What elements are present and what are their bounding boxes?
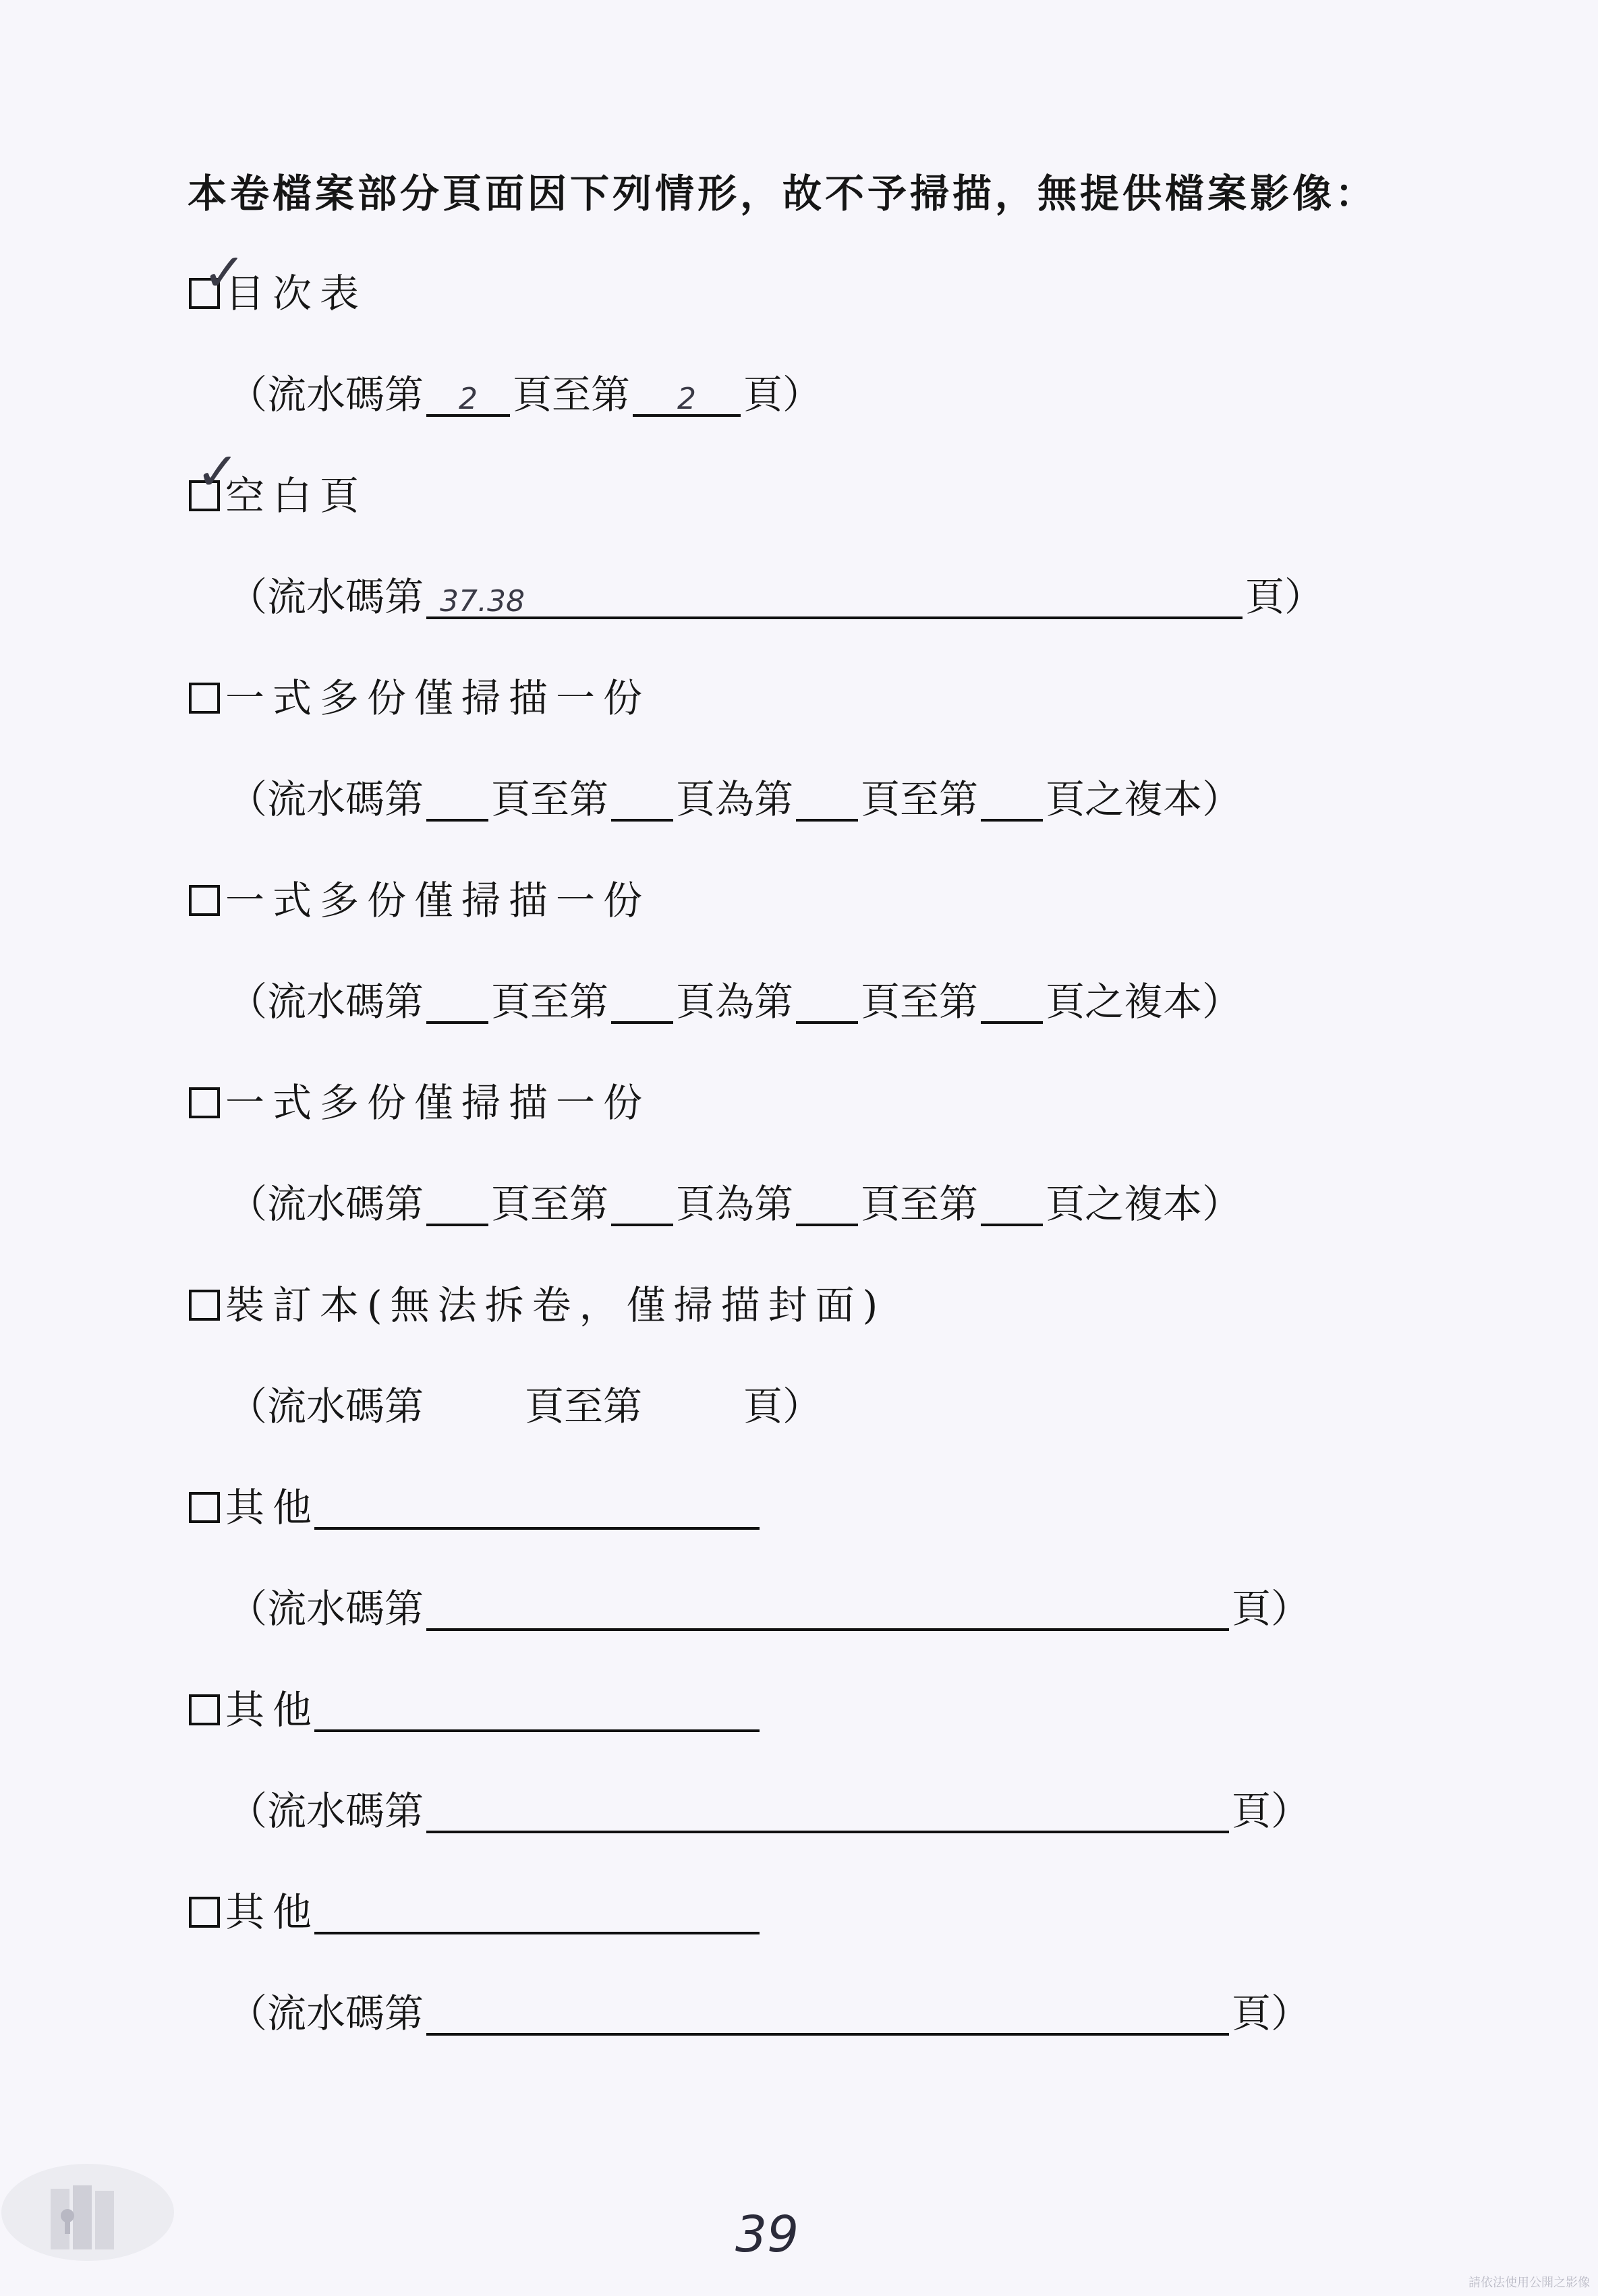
item-detail-other-3 (228, 1986, 1310, 2040)
field-blank[interactable] (981, 777, 1043, 822)
field-pages[interactable] (426, 1586, 1229, 1631)
detail-text: 頁） (1232, 1788, 1311, 1834)
field-blank[interactable] (796, 777, 858, 822)
archive-logo-icon (0, 2158, 175, 2266)
field-other-reason[interactable] (314, 1485, 760, 1530)
detail-text: 頁之複本） (1046, 776, 1242, 822)
detail-text: （流水碼第 (228, 979, 424, 1025)
detail-text: 頁為第 (676, 776, 794, 822)
detail-text: 頁） (1232, 1586, 1311, 1632)
item-detail-duplicate-1 (228, 772, 1241, 826)
field-pages[interactable] (426, 1991, 1229, 2036)
checkbox-duplicate-3[interactable] (189, 1087, 220, 1118)
field-blank[interactable] (426, 777, 488, 822)
checkmark-icon: ✓ (202, 243, 247, 304)
detail-text: 頁之複本） (1046, 1181, 1242, 1227)
checkbox-duplicate-2[interactable] (189, 885, 220, 916)
item-other-2 (189, 1683, 762, 1737)
watermark-text: 請依法使用公開之影像 (1468, 2276, 1590, 2290)
detail-text: （流水碼第 (228, 1788, 424, 1834)
page-title: 本卷檔案部分頁面因下列情形，故不予掃描，無提供檔案影像： (188, 171, 1378, 217)
field-from-page[interactable] (426, 372, 510, 417)
checkbox-bound-volume[interactable] (189, 1290, 220, 1321)
field-blank[interactable] (611, 979, 673, 1024)
checkbox-other-1[interactable] (189, 1492, 220, 1523)
detail-text: 頁之複本） (1046, 979, 1242, 1025)
field-blank[interactable] (796, 1182, 858, 1226)
item-bound-volume (189, 1278, 886, 1332)
detail-text: 頁至第 (525, 1383, 643, 1429)
item-detail-toc (228, 368, 822, 422)
field-blank[interactable] (981, 979, 1043, 1024)
detail-text: 頁） (1232, 1990, 1311, 2036)
handwritten-value: 2 (677, 382, 697, 416)
item-label: 一式多份僅掃描一份 (225, 675, 651, 721)
item-duplicate-3 (189, 1076, 650, 1130)
checkbox-duplicate-1[interactable] (189, 683, 220, 714)
item-detail-bound-volume (228, 1379, 822, 1433)
detail-text: （流水碼第 (228, 372, 424, 418)
detail-text: 頁至第 (861, 776, 979, 822)
checkbox-other-3[interactable] (189, 1897, 220, 1928)
item-label: 目次表 (225, 270, 368, 316)
field-other-reason[interactable] (314, 1688, 760, 1732)
detail-text: 頁至第 (491, 979, 609, 1025)
detail-text: 頁為第 (676, 1181, 794, 1227)
item-duplicate-1 (189, 671, 650, 725)
detail-text: （流水碼第 (228, 574, 424, 620)
checkmark-icon: ✓ (196, 442, 240, 503)
item-label: 一式多份僅掃描一份 (225, 878, 651, 923)
item-label: 空白頁 (225, 473, 368, 519)
field-blank[interactable] (426, 1182, 488, 1226)
detail-text: 頁） (1245, 574, 1324, 620)
item-label: 裝訂本(無法拆卷，僅掃描封面) (225, 1282, 886, 1328)
detail-text: （流水碼第 (228, 1383, 424, 1429)
field-to-page[interactable] (633, 372, 741, 417)
page-number: 39 (735, 2206, 799, 2264)
detail-text: 頁至第 (861, 979, 979, 1025)
field-pages[interactable] (426, 1789, 1229, 1833)
detail-text: （流水碼第 (228, 1990, 424, 2036)
field-blank[interactable] (796, 979, 858, 1024)
detail-text: 頁至第 (861, 1181, 979, 1227)
item-other-3 (189, 1885, 762, 1939)
item-other-1 (189, 1481, 762, 1534)
item-detail-duplicate-2 (228, 975, 1241, 1029)
detail-text: 頁） (743, 1383, 822, 1429)
field-blank[interactable] (426, 979, 488, 1024)
detail-text: 頁至第 (491, 776, 609, 822)
detail-text: （流水碼第 (228, 1181, 424, 1227)
field-other-reason[interactable] (314, 1890, 760, 1934)
detail-text: 頁至第 (491, 1181, 609, 1227)
item-label: 其他 (225, 1889, 320, 1935)
item-label: 一式多份僅掃描一份 (225, 1080, 651, 1126)
item-detail-blank-page (228, 570, 1323, 624)
field-pages[interactable] (426, 575, 1243, 619)
checkbox-other-2[interactable] (189, 1694, 220, 1725)
detail-text: 頁為第 (676, 979, 794, 1025)
field-blank[interactable] (981, 1182, 1043, 1226)
item-label: 其他 (225, 1687, 320, 1733)
handwritten-value: 37.38 (440, 584, 525, 619)
item-detail-other-2 (228, 1784, 1310, 1838)
item-duplicate-2 (189, 873, 650, 927)
field-blank[interactable] (611, 777, 673, 822)
detail-text: 頁） (743, 372, 822, 418)
detail-text: （流水碼第 (228, 1586, 424, 1632)
detail-text: （流水碼第 (228, 776, 424, 822)
handwritten-value: 2 (459, 382, 478, 416)
item-detail-duplicate-3 (228, 1177, 1241, 1231)
item-label: 其他 (225, 1485, 320, 1530)
detail-text: 頁至第 (513, 372, 631, 418)
item-detail-other-1 (228, 1582, 1310, 1636)
field-blank[interactable] (611, 1182, 673, 1226)
